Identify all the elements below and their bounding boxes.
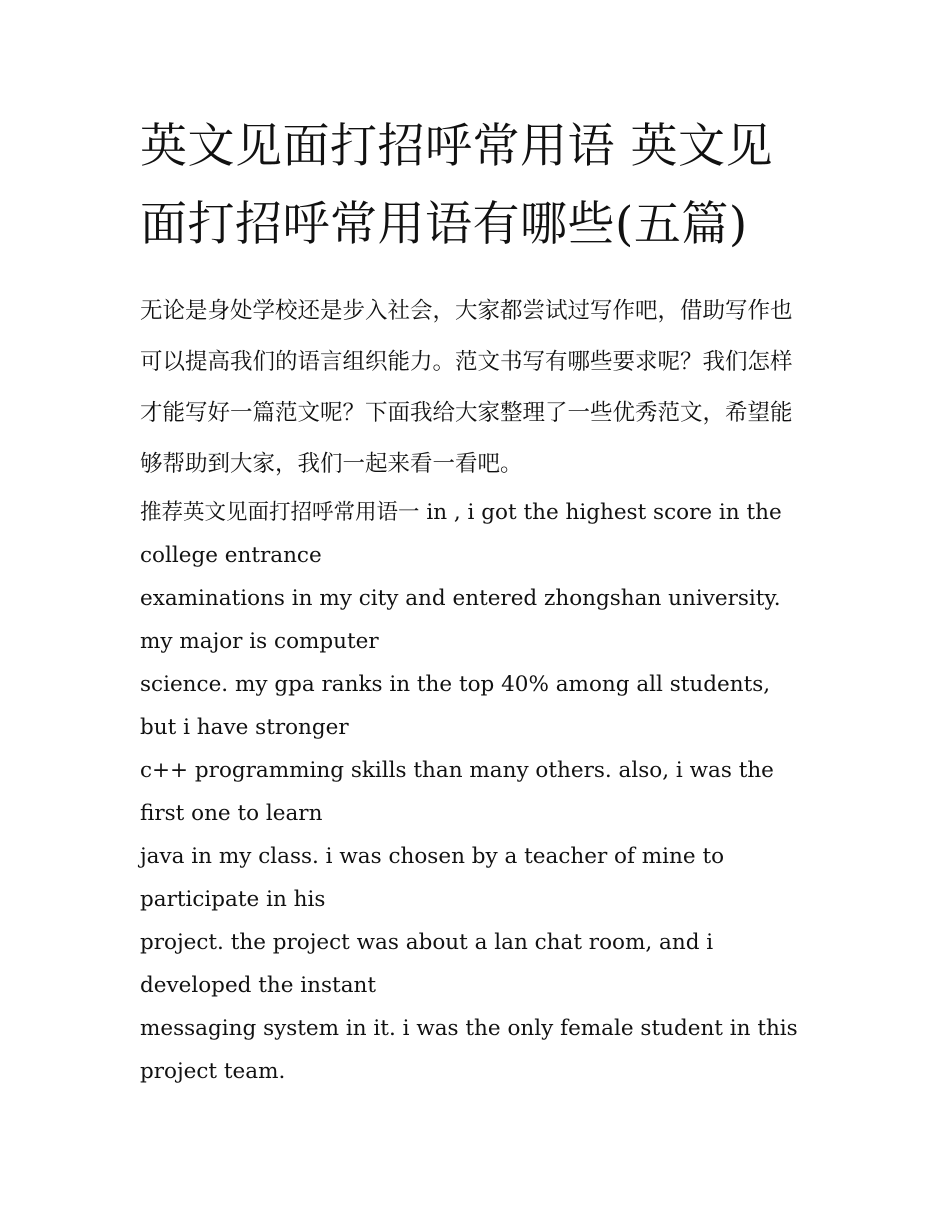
essay-line: examinations in my city and entered zhongshan university. my major is computer xyxy=(140,586,781,654)
essay-body xyxy=(140,491,812,1093)
essay-line: 推荐英文见面打招呼常用语一 in , i got the highest score in the college entrance xyxy=(140,500,782,568)
essay-line: project. the project was about a lan chat room, and i developed the instant xyxy=(140,930,714,998)
essay-line: c++ programming skills than many others. also, i was the first one to learn xyxy=(140,758,774,826)
essay-line: java in my class. i was chosen by a teacher of mine to participate in his xyxy=(140,844,725,912)
document-title: 英文见面打招呼常用语 英文见面打招呼常用语有哪些(五篇) xyxy=(140,119,773,252)
intro-paragraph: 无论是身处学校还是步入社会，大家都尝试过写作吧，借助写作也可以提高我们的语言组织能力。范文书写有哪些要求呢？我们怎样才能写好一篇范文呢？下面我给大家整理了一些优秀范文，希望能够帮助到大家，我们一起来看一看吧。 xyxy=(140,298,793,477)
essay-line: messaging system in it. i was the only female student in this project team. xyxy=(140,1016,798,1084)
document-page xyxy=(140,108,812,1093)
essay-line: science. my gpa ranks in the top 40% among all students, but i have stronger xyxy=(140,672,771,740)
